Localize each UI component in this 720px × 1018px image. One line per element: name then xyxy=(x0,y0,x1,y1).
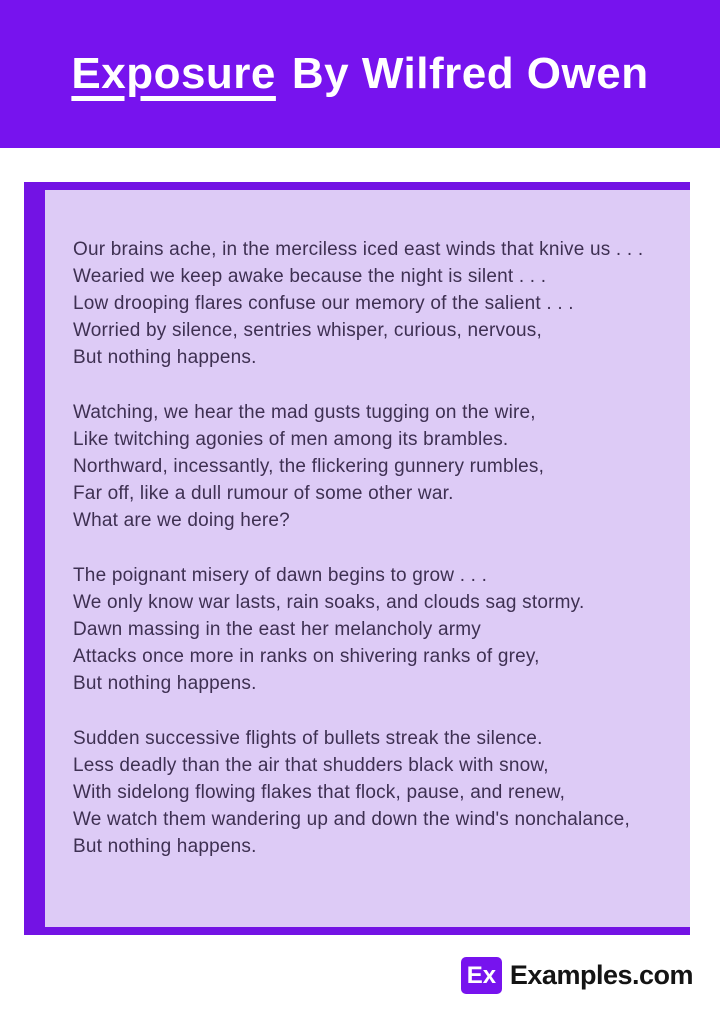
poem-line: Dawn massing in the east her melancholy army xyxy=(73,619,481,640)
stanza xyxy=(73,236,678,371)
poem-line: Far off, like a dull rumour of some other war. xyxy=(73,483,454,504)
poem-line: Our brains ache, in the merciless iced east winds that knive us . . . xyxy=(73,239,644,260)
poem-line: Attacks once more in ranks on shivering ranks of grey, xyxy=(73,646,540,667)
poem-line: What are we doing here? xyxy=(73,510,290,531)
poem-line: Like twitching agonies of men among its brambles. xyxy=(73,429,509,450)
poem-line: But nothing happens. xyxy=(73,836,257,857)
poem-line: But nothing happens. xyxy=(73,347,257,368)
poem-line: Northward, incessantly, the flickering gunnery rumbles, xyxy=(73,456,545,477)
poem-line: Less deadly than the air that shudders black with snow, xyxy=(73,755,549,776)
poem-line: Worried by silence, sentries whisper, curious, nervous, xyxy=(73,320,542,341)
poem-text xyxy=(45,190,690,860)
poem-line: Sudden successive flights of bullets streak the silence. xyxy=(73,728,543,749)
poem-line: Wearied we keep awake because the night is silent . . . xyxy=(73,266,547,287)
examples-logo-badge: Ex xyxy=(461,957,502,994)
poem-line: But nothing happens. xyxy=(73,673,257,694)
poem-line: With sidelong flowing flakes that flock, pause, and renew, xyxy=(73,782,566,803)
poem-line: Watching, we hear the mad gusts tugging on the wire, xyxy=(73,402,536,423)
poem-line: We only know war lasts, rain soaks, and clouds sag stormy. xyxy=(73,592,585,613)
stanza xyxy=(73,562,678,697)
title-banner xyxy=(0,0,720,148)
poem-title: Exposure xyxy=(71,49,276,98)
poem-box xyxy=(24,182,690,935)
poem-author: By Wilfred Owen xyxy=(291,49,649,98)
poem-line: The poignant misery of dawn begins to grow . . . xyxy=(73,565,488,586)
brand-logo xyxy=(461,957,693,994)
stanza xyxy=(73,725,678,860)
page-title xyxy=(71,49,648,99)
poem-line: Low drooping flares confuse our memory of the salient . . . xyxy=(73,293,574,314)
poem-line: We watch them wandering up and down the wind's nonchalance, xyxy=(73,809,630,830)
stanza xyxy=(73,399,678,534)
examples-logo-text: Examples.com xyxy=(509,960,693,990)
